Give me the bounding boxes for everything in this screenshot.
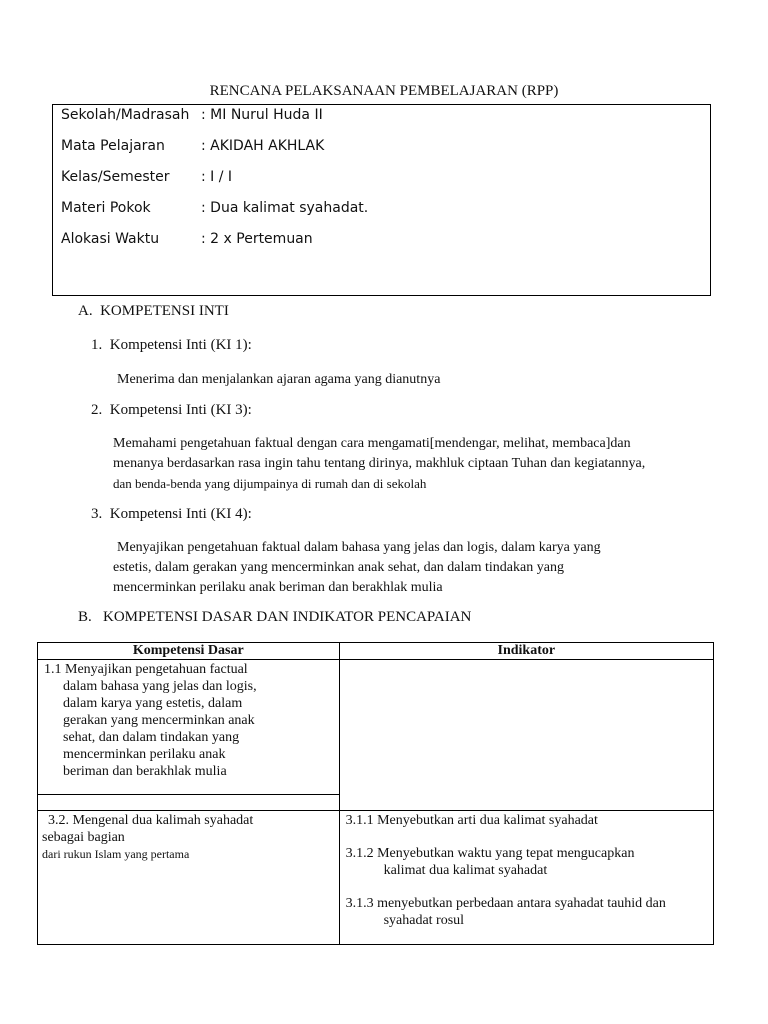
cell-line: sehat, dan dalam tindakan yang (63, 730, 240, 745)
list-title: Kompetensi Inti (KI 3): (109, 402, 252, 418)
info-value: : Dua kalimat syahadat. (201, 200, 369, 216)
cell-line: dalam karya yang estetis, dalam (63, 696, 243, 711)
paragraph-line: mencerminkan perilaku anak beriman dan berakhlak mulia (113, 580, 443, 595)
cell-line: 1.1 Menyajikan pengetahuan factual (44, 662, 248, 677)
info-row-class (61, 169, 232, 185)
kd-empty-cell (38, 795, 340, 811)
section-title: KOMPETENSI INTI (100, 303, 229, 319)
indicator-item (346, 845, 713, 879)
cell-line: 3.1.1 Menyebutkan arti dua kalimat syahadat (345, 813, 598, 828)
paragraph-line: Menyajikan pengetahuan faktual dalam bahasa yang jelas dan logis, dalam karya yang (117, 540, 601, 555)
info-row-time (61, 231, 313, 247)
cell-line: 3.2. Mengenal dua kalimah syahadat (48, 813, 254, 828)
identity-box (52, 104, 711, 296)
section-a-heading (78, 303, 229, 320)
indicator-item (346, 895, 713, 929)
table-row (38, 660, 714, 795)
cell-line: gerakan yang mencerminkan anak (63, 713, 255, 728)
competency-table (37, 642, 714, 945)
info-label: Alokasi Waktu (61, 231, 160, 247)
indicator-cell (339, 811, 713, 945)
cell-line: sebagai bagian (42, 830, 125, 845)
info-row-topic (61, 200, 368, 216)
info-row-subject (61, 138, 324, 154)
section-marker: B. (78, 609, 92, 625)
cell-line: dalam bahasa yang jelas dan logis, (63, 679, 257, 694)
info-label: Mata Pelajaran (61, 138, 165, 154)
list-number: 2. (91, 402, 103, 418)
info-value: : MI Nurul Huda II (201, 107, 323, 123)
paragraph-line: estetis, dalam gerakan yang mencerminkan anak sehat, dan dalam tindakan yang (113, 560, 564, 575)
column-header-indicator: Indikator (339, 643, 713, 660)
paragraph-line: Menerima dan menjalankan ajaran agama yang dianutnya (117, 372, 441, 387)
list-number: 3. (91, 506, 103, 522)
info-label: Sekolah/Madrasah (61, 107, 190, 123)
kd-cell (38, 811, 340, 945)
cell-line: mencerminkan perilaku anak (63, 747, 226, 762)
cell-line: kalimat dua kalimat syahadat (383, 863, 548, 878)
paragraph-line: menanya berdasarkan rasa ingin tahu tentang dirinya, makhluk ciptaan Tuhan dan kegiatannya, (113, 456, 646, 471)
list-title: Kompetensi Inti (KI 1): (109, 337, 252, 353)
column-header-kd: Kompetensi Dasar (38, 643, 340, 660)
section-b-heading (78, 609, 471, 626)
table-row (38, 811, 714, 945)
section-marker: A. (78, 303, 93, 319)
cell-line: syahadat rosul (383, 913, 465, 928)
list-title: Kompetensi Inti (KI 4): (109, 506, 252, 522)
cell-line: beriman dan berakhlak mulia (63, 764, 227, 779)
info-value: : AKIDAH AKHLAK (201, 138, 325, 154)
document-title: RENCANA PELAKSANAAN PEMBELAJARAN (RPP) (209, 83, 559, 99)
info-value: : I / I (201, 169, 233, 185)
ki-1-heading (91, 337, 252, 354)
cell-line: 3.1.2 Menyebutkan waktu yang tepat mengucapkan (345, 846, 635, 861)
ki-3-text (113, 434, 645, 494)
kd-cell (38, 660, 340, 795)
ki-4-heading (91, 506, 252, 523)
table-header-row (38, 643, 714, 660)
cell-line: 3.1.3 menyebutkan perbedaan antara syahadat tauhid dan (345, 896, 666, 911)
list-number: 1. (91, 337, 103, 353)
ki-1-text (117, 370, 440, 390)
cell-line: dari rukun Islam yang pertama (42, 847, 190, 861)
info-label: Materi Pokok (61, 200, 151, 216)
info-row-school (61, 107, 323, 123)
indicator-empty-cell (339, 660, 713, 811)
indicator-item (346, 812, 713, 829)
info-value: : 2 x Pertemuan (201, 231, 313, 247)
section-title: KOMPETENSI DASAR DAN INDIKATOR PENCAPAIAN (103, 609, 472, 625)
ki-4-text (113, 538, 601, 598)
info-label: Kelas/Semester (61, 169, 170, 185)
ki-3-heading (91, 402, 252, 419)
paragraph-line: Memahami pengetahuan faktual dengan cara mengamati[mendengar, melihat, membaca]dan (113, 436, 631, 451)
paragraph-line: dan benda-benda yang dijumpainya di rumah dan di sekolah (113, 476, 427, 491)
